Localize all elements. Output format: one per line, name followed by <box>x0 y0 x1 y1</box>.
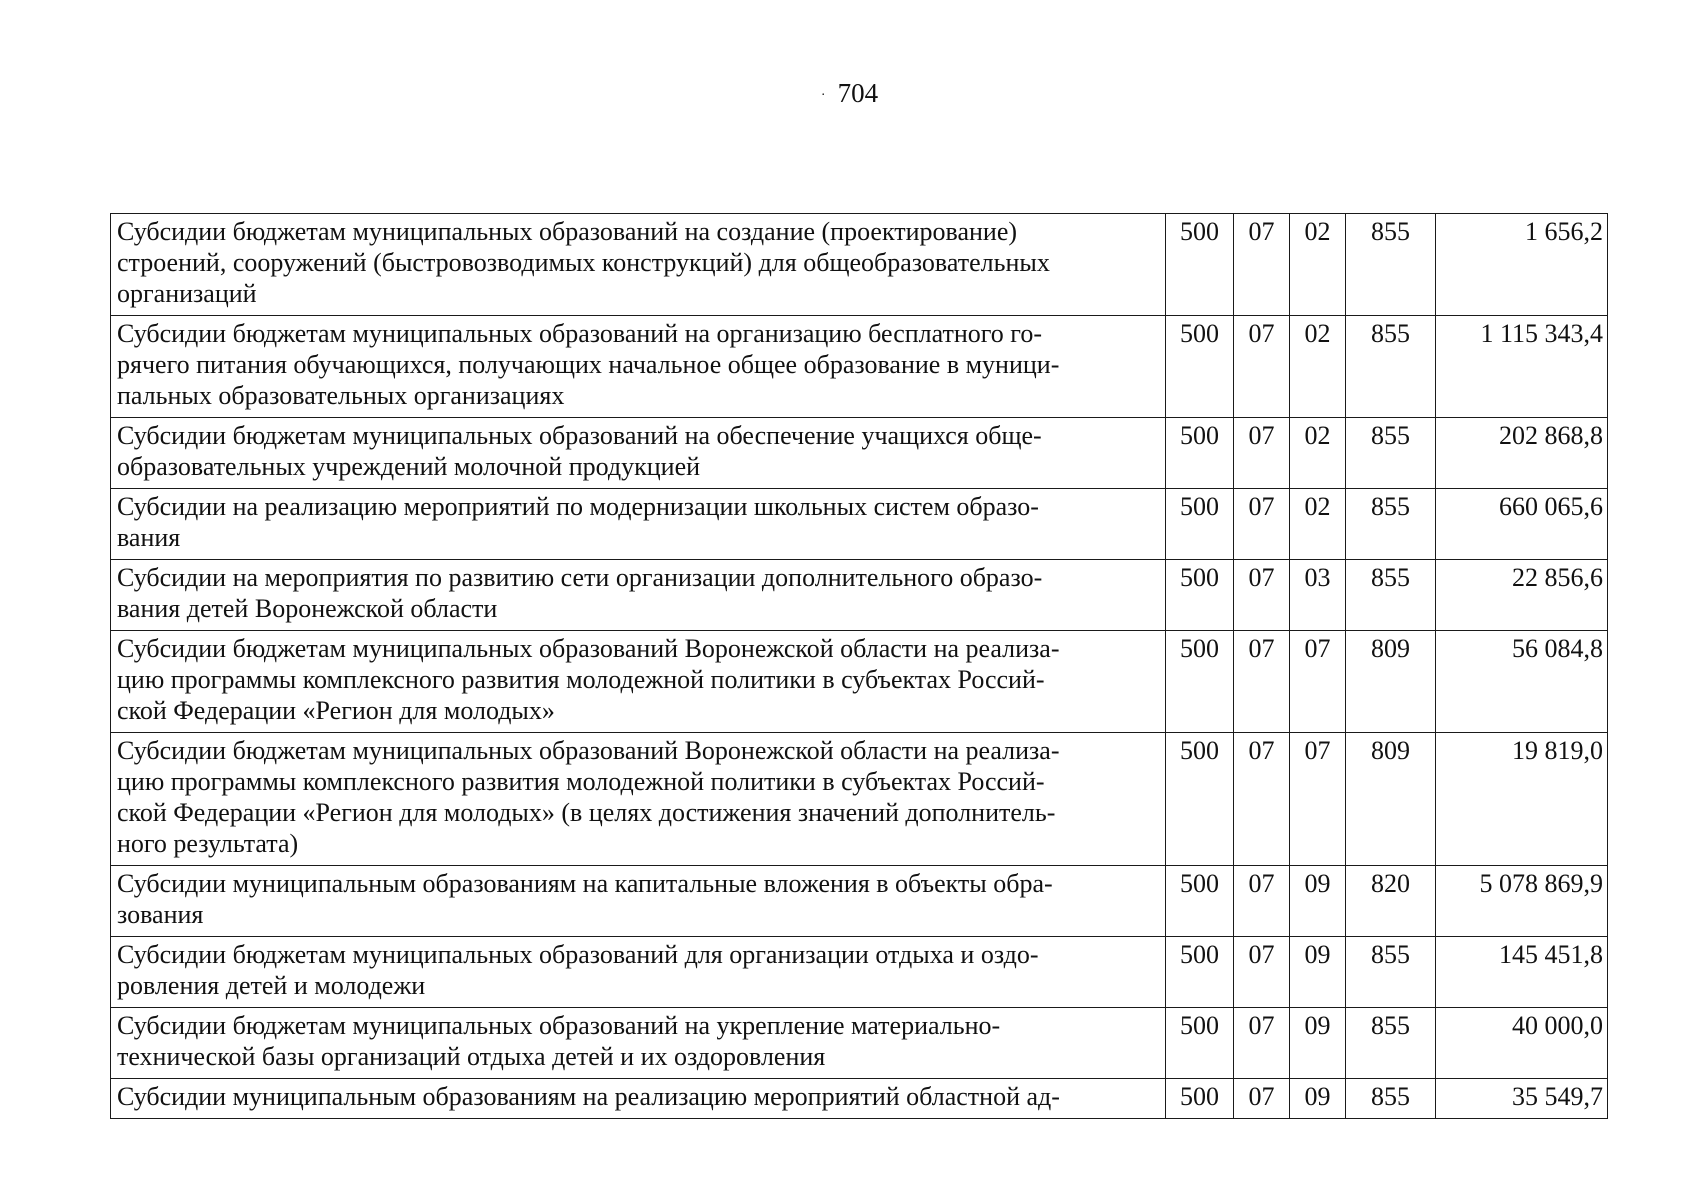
table-row <box>111 733 1608 866</box>
row-description <box>111 214 1166 316</box>
subsection-detail-code: 09 <box>1290 866 1346 937</box>
amount-value: 5 078 869,9 <box>1436 866 1608 937</box>
description-line: зования <box>117 900 204 929</box>
subsection-code: 07 <box>1234 733 1290 866</box>
description-line: Субсидии муниципальным образованиям на реализацию мероприятий областной ад- <box>117 1082 1060 1111</box>
subsection-code: 07 <box>1234 1008 1290 1079</box>
section-code: 500 <box>1166 489 1234 560</box>
admin-code: 809 <box>1346 631 1436 733</box>
row-description <box>111 631 1166 733</box>
subsection-detail-code: 07 <box>1290 631 1346 733</box>
amount-value: 35 549,7 <box>1436 1079 1608 1119</box>
description-line: Субсидии бюджетам муниципальных образований Воронежской области на реализа- <box>117 634 1060 663</box>
description-line: вания детей Воронежской области <box>117 594 498 623</box>
row-description <box>111 560 1166 631</box>
budget-table-body <box>111 214 1608 1119</box>
row-description <box>111 1008 1166 1079</box>
subsection-code: 07 <box>1234 560 1290 631</box>
section-code: 500 <box>1166 418 1234 489</box>
subsection-code: 07 <box>1234 316 1290 418</box>
section-code: 500 <box>1166 316 1234 418</box>
subsection-code: 07 <box>1234 1079 1290 1119</box>
subsection-detail-code: 09 <box>1290 1079 1346 1119</box>
row-description <box>111 489 1166 560</box>
section-code: 500 <box>1166 866 1234 937</box>
subsection-detail-code: 03 <box>1290 560 1346 631</box>
table-row <box>111 418 1608 489</box>
budget-table <box>110 213 1608 1119</box>
amount-value: 660 065,6 <box>1436 489 1608 560</box>
description-line: Субсидии бюджетам муниципальных образований для организации отдыха и оздо- <box>117 940 1039 969</box>
description-line: пальных образовательных организациях <box>117 381 565 410</box>
description-line: Субсидии бюджетам муниципальных образований на организацию бесплатного го- <box>117 319 1042 348</box>
page-number-header <box>0 78 1699 111</box>
page-number: 704 <box>837 78 879 108</box>
amount-value: 1 656,2 <box>1436 214 1608 316</box>
description-line: Субсидии бюджетам муниципальных образований на обеспечение учащихся обще- <box>117 421 1042 450</box>
row-description <box>111 418 1166 489</box>
description-line: образовательных учреждений молочной продукцией <box>117 452 701 481</box>
table-row <box>111 214 1608 316</box>
description-line: цию программы комплексного развития молодежной политики в субъектах Россий- <box>117 665 1045 694</box>
admin-code: 855 <box>1346 937 1436 1008</box>
row-description <box>111 1079 1166 1119</box>
subsection-detail-code: 02 <box>1290 316 1346 418</box>
admin-code: 855 <box>1346 214 1436 316</box>
description-line: рячего питания обучающихся, получающих начальное общее образование в муници- <box>117 350 1060 379</box>
admin-code: 855 <box>1346 1079 1436 1119</box>
subsection-code: 07 <box>1234 937 1290 1008</box>
table-row <box>111 866 1608 937</box>
description-line: Субсидии на реализацию мероприятий по модернизации школьных систем образо- <box>117 492 1039 521</box>
section-code: 500 <box>1166 560 1234 631</box>
section-code: 500 <box>1166 1008 1234 1079</box>
table-row <box>111 1079 1608 1119</box>
admin-code: 809 <box>1346 733 1436 866</box>
description-line: ской Федерации «Регион для молодых» <box>117 696 555 725</box>
section-code: 500 <box>1166 1079 1234 1119</box>
subsection-detail-code: 09 <box>1290 937 1346 1008</box>
description-line: цию программы комплексного развития молодежной политики в субъектах Россий- <box>117 767 1045 796</box>
subsection-code: 07 <box>1234 489 1290 560</box>
subsection-detail-code: 07 <box>1290 733 1346 866</box>
description-line: ровления детей и молодежи <box>117 971 426 1000</box>
row-description <box>111 733 1166 866</box>
table-row <box>111 1008 1608 1079</box>
description-line: вания <box>117 523 181 552</box>
description-line: технической базы организаций отдыха детей и их оздоровления <box>117 1042 826 1071</box>
admin-code: 855 <box>1346 489 1436 560</box>
table-row <box>111 937 1608 1008</box>
table-row <box>111 631 1608 733</box>
subsection-code: 07 <box>1234 214 1290 316</box>
row-description <box>111 866 1166 937</box>
table-row <box>111 316 1608 418</box>
description-line: ской Федерации «Регион для молодых» (в целях достижения значений дополнитель- <box>117 798 1056 827</box>
admin-code: 855 <box>1346 1008 1436 1079</box>
subsection-code: 07 <box>1234 418 1290 489</box>
section-code: 500 <box>1166 937 1234 1008</box>
description-line: ного результата) <box>117 829 299 858</box>
amount-value: 19 819,0 <box>1436 733 1608 866</box>
admin-code: 820 <box>1346 866 1436 937</box>
section-code: 500 <box>1166 214 1234 316</box>
row-description <box>111 937 1166 1008</box>
section-code: 500 <box>1166 733 1234 866</box>
row-description <box>111 316 1166 418</box>
description-line: Субсидии бюджетам муниципальных образований на создание (проектирование) <box>117 217 1018 246</box>
subsection-detail-code: 02 <box>1290 489 1346 560</box>
amount-value: 145 451,8 <box>1436 937 1608 1008</box>
page-mark-dot: · <box>820 87 826 103</box>
subsection-detail-code: 09 <box>1290 1008 1346 1079</box>
description-line: Субсидии бюджетам муниципальных образований на укрепление материально- <box>117 1011 1001 1040</box>
description-line: организаций <box>117 279 257 308</box>
admin-code: 855 <box>1346 316 1436 418</box>
table-row <box>111 560 1608 631</box>
admin-code: 855 <box>1346 560 1436 631</box>
amount-value: 22 856,6 <box>1436 560 1608 631</box>
subsection-code: 07 <box>1234 631 1290 733</box>
description-line: Субсидии на мероприятия по развитию сети организации дополнительного образо- <box>117 563 1043 592</box>
subsection-detail-code: 02 <box>1290 214 1346 316</box>
amount-value: 202 868,8 <box>1436 418 1608 489</box>
subsection-code: 07 <box>1234 866 1290 937</box>
amount-value: 1 115 343,4 <box>1436 316 1608 418</box>
table-row <box>111 489 1608 560</box>
subsection-detail-code: 02 <box>1290 418 1346 489</box>
amount-value: 40 000,0 <box>1436 1008 1608 1079</box>
amount-value: 56 084,8 <box>1436 631 1608 733</box>
description-line: Субсидии бюджетам муниципальных образований Воронежской области на реализа- <box>117 736 1060 765</box>
section-code: 500 <box>1166 631 1234 733</box>
description-line: Субсидии муниципальным образованиям на капитальные вложения в объекты обра- <box>117 869 1053 898</box>
admin-code: 855 <box>1346 418 1436 489</box>
description-line: строений, сооружений (быстровозводимых конструкций) для общеобразовательных <box>117 248 1050 277</box>
